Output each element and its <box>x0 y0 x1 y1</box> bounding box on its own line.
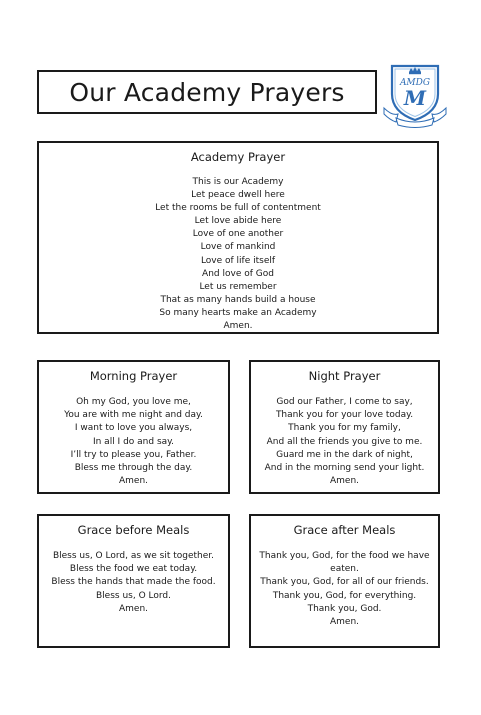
school-crest-icon <box>382 58 448 130</box>
prayer-line: And love of God <box>202 268 274 279</box>
prayer-line: Amen. <box>223 321 253 332</box>
prayer-line: Love of life itself <box>200 255 276 266</box>
crest-monogram-letter: M <box>403 86 427 110</box>
prayer-line: Guard me in the dark of night, <box>276 449 413 460</box>
prayer-line: Thank you for your love today. <box>275 410 414 421</box>
prayer-line: Love of mankind <box>200 242 276 253</box>
prayer-line: Let love abide here <box>194 216 282 227</box>
prayer-line: So many hearts make an Academy <box>159 307 317 318</box>
grace-after-meals-box <box>249 514 440 648</box>
prayer-line: Thank you for my family, <box>288 423 401 434</box>
prayer-line: Oh my God, you love me, <box>76 397 191 407</box>
prayer-line: Bless us, O Lord, as we sit together. <box>52 551 215 561</box>
prayer-line: And all the friends you give to me. <box>266 436 423 447</box>
prayer-line: God our Father, I come to say, <box>276 397 413 407</box>
prayer-line: Amen. <box>329 617 360 628</box>
prayer-line: Thank you, God, for the food we have eaten. <box>259 551 430 575</box>
night-prayer-text <box>251 396 438 488</box>
prayer-line: Love of one another <box>192 229 284 240</box>
prayer-line: Thank you, God, for all of our friends. <box>260 577 429 588</box>
prayer-line: That as many hands build a house <box>160 294 316 305</box>
grace-after-meals-text <box>251 550 438 629</box>
prayer-line: This is our Academy <box>192 177 284 187</box>
academy-prayer-title: Academy Prayer <box>190 150 286 164</box>
morning-prayer-box <box>37 360 230 494</box>
prayer-line: Let the rooms be full of contentment <box>155 203 321 214</box>
grace-before-meals-box <box>37 514 230 648</box>
night-prayer-box <box>249 360 440 494</box>
prayer-line: Amen. <box>329 476 360 487</box>
grace-before-meals-title: Grace before Meals <box>77 523 190 537</box>
prayer-line: Thank you, God, for everything. <box>272 590 417 601</box>
grace-before-meals-text <box>39 550 228 616</box>
prayer-line: Amen. <box>118 603 149 614</box>
morning-prayer-text <box>39 396 228 488</box>
grace-after-meals-title: Grace after Meals <box>293 523 396 537</box>
prayer-line: Bless the food we eat today. <box>69 564 198 575</box>
prayer-line: I’ll try to please you, Father. <box>70 449 197 460</box>
prayer-line: Bless us, O Lord. <box>96 590 171 601</box>
prayer-line: And in the morning send your light. <box>264 463 425 474</box>
prayer-line: In all I do and say. <box>92 436 175 447</box>
prayer-line: Let peace dwell here <box>191 190 285 201</box>
academy-prayer-text <box>39 176 437 333</box>
academy-prayer-box <box>37 141 439 334</box>
prayer-line: Thank you, God. <box>307 603 382 614</box>
prayer-line: You are with me night and day. <box>64 410 203 421</box>
morning-prayer-title: Morning Prayer <box>89 369 178 383</box>
crest-monogram-top: AMDG <box>399 78 431 88</box>
page-title: Our Academy Prayers <box>69 77 345 107</box>
prayer-line: Bless the hands that made the food. <box>51 577 216 588</box>
night-prayer-title: Night Prayer <box>308 369 381 383</box>
prayer-line: I want to love you always, <box>74 423 193 434</box>
prayer-line: Let us remember <box>199 281 277 292</box>
prayer-line: Bless me through the day. <box>74 463 193 474</box>
prayer-line: Amen. <box>118 476 149 487</box>
page-title-box <box>37 70 377 114</box>
